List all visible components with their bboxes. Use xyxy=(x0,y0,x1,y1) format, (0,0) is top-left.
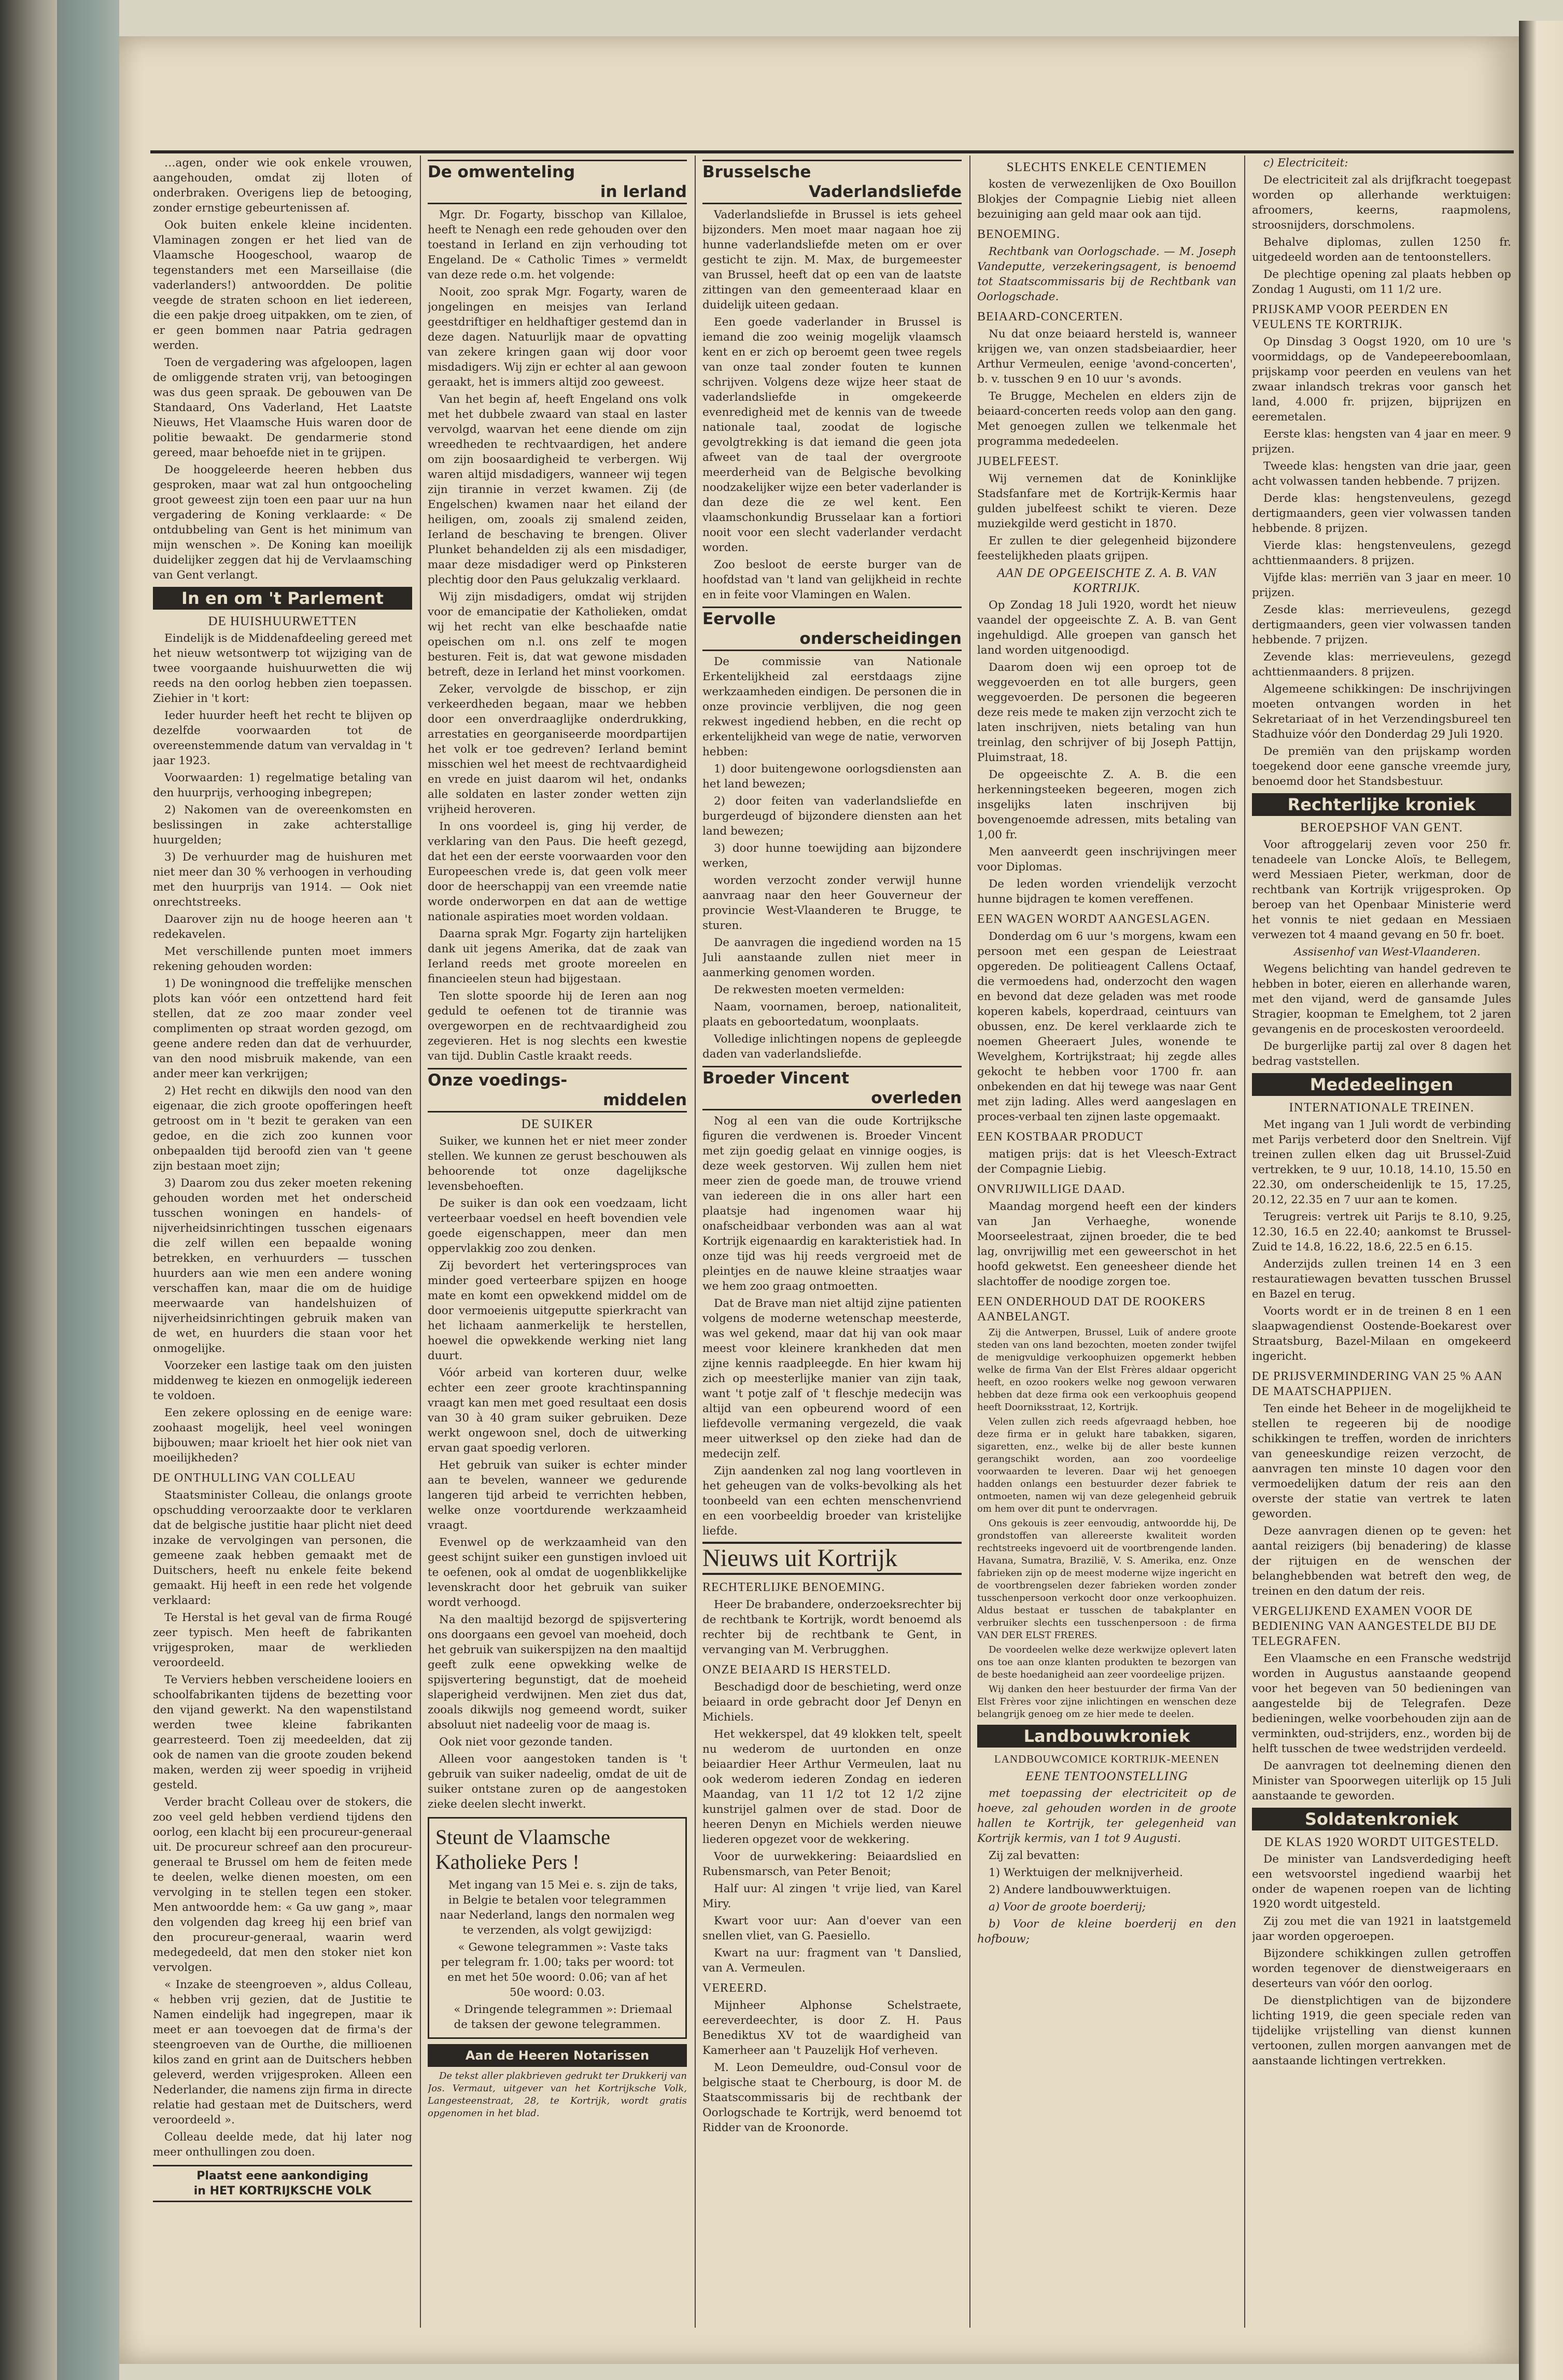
col5-paragraph: Bijzondere schikkingen zullen getroffen worden tegenover de dienstweigeraars en deserteurs van vóór den oorlog. xyxy=(1252,1947,1511,1990)
book-binding xyxy=(0,0,57,2380)
col4-paragraph: De leden worden vriendelijk verzocht hunne bijdragen te komen vereffenen. xyxy=(977,878,1236,906)
col3-paragraph: Volledige inlichtingen nopens de gepleegde daden van vaderlandsliefde. xyxy=(702,1033,962,1061)
col5-paragraph: Wegens belichting van handel gedreven te hebben in boter, eieren en allerhande waren, met den vijand, werd de gansamde Jules Stragier, koopman te Emelghem, tot 2 jaren gevangenis en de proceskosten veroordeeld. xyxy=(1252,963,1511,1036)
col3-paragraph: Naam, voornamen, beroep, nationaliteit, plaats en geboortedatum, woonplaats. xyxy=(702,1001,962,1029)
col5-paragraph: Zevende klas: merrieveulens, gezegd achttienmaanders. 8 prijzen. xyxy=(1252,651,1511,679)
section-header-rechterlijke: Rechterlijke kroniek xyxy=(1252,793,1511,816)
col1-paragraph: Voorzeker een lastige taak om den juisten middenweg te kiezen en onmogelijk iedereen te voldoen. xyxy=(153,1359,412,1402)
col2-paragraph: Vóór arbeid van korteren duur, welke echter een zeer groote krachtinspanning vraagt kan men met goed resultaat een dosis van 30 à 40 gram suiker gebruiken. Deze werkt ongewoon snel, doch de uitwerking ervan gaat spoedig verloren. xyxy=(428,1367,687,1455)
col5-paragraph: Assisenhof van West-Vlaanderen. xyxy=(1294,946,1481,959)
notice-paragraph: Met ingang van 15 Mei e. s. zijn de taks, in Belgie te betalen voor telegrammen naar Nederland, langs den normalen weg te verzenden, als volgt gewijzigd: xyxy=(440,1879,678,1937)
col4-paragraph: De opgeeischte Z. A. B. die een herkenningsteeken begeeren, mogen zich insgelijks laten inschrijven bij bovengenoemde adressen, mits betaling van 1,00 fr. xyxy=(977,768,1236,841)
col1-paragraph: Voorwaarden: 1) regelmatige betaling van den huurprijs, verhooging inbegrepen; xyxy=(153,771,412,799)
col3-paragraph: Het wekkerspel, dat 49 klokken telt, speelt nu wederom de uurtonden en onze beiaardier Heer Arthur Vermeulen, laat nu ook wederom iederen Zondag en iederen Maandag, van 11 1/2 tot 12 1/2 zijne kunstrijel galmen over de stad. Door de heeren Denyn en Michiels werden nieuwe liederen opgezet voor de wekkering. xyxy=(702,1728,962,1846)
section-header-soldaten: Soldatenkroniek xyxy=(1252,1808,1511,1830)
col5-paragraph: Ten einde het Beheer in de mogelijkheid te stellen te regeeren bij de noodige schikkingen te treffen, worden de inrichters van geneeskundige reizen verzocht, de aanvragen ten minste 10 dagen voor den vermoedelijken datum der reis aan den overste der statie van vertrek te laten geworden. xyxy=(1252,1402,1511,1520)
notice-paragraph: « Dringende telegrammen »: Driemaal de taksen der gewone telegrammen. xyxy=(454,2003,672,2031)
notice-paragraph: « Gewone telegrammen »: Vaste taks per telegram fr. 1.00; taks per woord: tot en met het 50e woord: 0.06; van af het 50e woord: 0.03. xyxy=(441,1941,674,1999)
col3-paragraph: Vaderlandsliefde in Brussel is iets geheel bijzonders. Men moet maar nagaan hoe zij hunne vaderlandsliefde meten om er over gesticht te zijn. M. Max, de burgemeester van Brussel, heeft dat op een van de laatste zittingen van den gemeenteraad klaar en duidelijk uiteen gedaan. xyxy=(702,208,962,312)
next-page-edge xyxy=(1519,21,1563,2380)
col2-paragraph: Ook niet voor gezonde tanden. xyxy=(439,1736,613,1749)
advert-line-1: Plaatst eene aankondiging xyxy=(196,2170,369,2182)
col4-paragraph: a) Voor de groote boerderij; xyxy=(989,1900,1146,1913)
col5-paragraph: Zij zou met die van 1921 in laatstgemeld jaar worden opgeroepen. xyxy=(1252,1915,1511,1943)
col1-paragraph: Met verschillende punten moet immers rekening gehouden worden: xyxy=(153,945,412,973)
col4-paragraph: Zij zal bevatten: xyxy=(989,1849,1080,1862)
col5-paragraph: Anderzijds zullen treinen 14 en 3 een restauratiewagen bevatten tusschen Brussel en Bazel en terug. xyxy=(1252,1258,1511,1301)
col1-paragraph: 3) Daarom zou dus zeker moeten rekening gehouden worden met het onderscheid tusschen woningen en handels- of nijverheidsinrichtingen tusschen eigenaars die zelf willen een bepaalde woning betrekken, en verhuurders — tusschen huurders aan wie men een andere woning verschaffen kan, maar die om de huidige meerwaarde van handelshuizen of nijverheidsinrichtingen gebruik maken van de wet, en huurders die staan voor het onmogelijke. xyxy=(153,1177,412,1355)
col3-paragraph: Voor de uurwekkering: Beiaardslied en Rubensmarsch, van Peter Benoit; xyxy=(702,1850,962,1878)
col2-paragraph: Evenwel op de werkzaamheid van den geest schijnt suiker een gunstigen invloed uit te oefenen, ook al omdat de uogenblikkelijke levenskracht door het gebruik van suiker wordt verhoogd. xyxy=(428,1536,687,1609)
col5-paragraph: Voor aftroggelarij zeven voor 250 fr. tenadeele van Loncke Aloïs, te Bellegem, werd Messiaen Pieter, werkman, door de rechtbank van Kortrijk vrijgesproken. Op beroep van het Openbaar Ministerie werd het vonnis te niet gedaan en Messiaen verwezen tot 4 maand gevang en 50 fr. boet. xyxy=(1252,838,1511,941)
col4-paragraph: Nu dat onze beiaard hersteld is, wanneer krijgen we, van onzen stadsbeiaardier, heer Arthur Vermeulen, eenige 'avond-concerten', b. v. tusschen 9 en 10 uur 's avonds. xyxy=(977,328,1236,386)
subheading-beroepshof: BEROEPSHOF VAN GENT. xyxy=(1300,821,1463,835)
subheading-tentoonstelling: EENE TENTOONSTELLING xyxy=(1025,1769,1188,1783)
col4-paragraph: Donderdag om 6 uur 's morgens, kwam een persoon met een gespan de Leiestraat opgereden. De politieagent Callens Octaaf, die vermoedens had, onderzocht den wagen en bevond dat deze geladen was met roode koperen kabels, koperdraad, ceintuurs van obussen, enz. De kerel verklaarde zich te noemen Gheeraert Jules, wonende te Wevelghem, Kortrijkstraat; hij zegde alles gekocht te hebben voor 1700 fr. aan onbekenden en dat hij tewege was naar Gent met zijn lading. Alles werd aangeslagen en proces-verbaal ten zijnen laste opgemaakt. xyxy=(977,930,1236,1123)
col2-paragraph: Na den maaltijd bezorgd de spijsvertering ons doorgaans een gevoel van moeheid, doch het gebruik van suikerspijzen na den maaltijd geeft zulk eene opwekking welke de spijsvertering begunstigt, dat de moeheid slaperigheid verdwijnen. Men ziet dus dat, zooals dikwijls nog gemeend wordt, suiker absoluut niet nadeelig voor de maag is. xyxy=(428,1613,687,1731)
header-line-b: overleden xyxy=(871,1089,962,1107)
col1-paragraph: « Inzake de steengroeven », aldus Colleau, « hebben vrij gezien, dat de Justitie te Namen eindelijk had ingegrepen, maar ik meet er aan toevoegen dat de firma's der steengroeven van de Ourthe, die millioenen kilos zand en grint aan de Duitschers hebben geleverd, werden vrijgesproken. Alleen een Nederlander, die namens zijn firma in directe relatie had gestaan met de Duitschers, werd veroordeeld ». xyxy=(153,1978,412,2126)
col5-paragraph: Behalve diplomas, zullen 1250 fr. uitgedeeld worden aan de tentoonstellers. xyxy=(1252,236,1511,264)
col2-paragraph: Ten slotte spoorde hij de Ieren aan nog geduld te oefenen tot de tirannie was overgeworpen en de rechtvaardigheid zou zegevieren. Het is nog slechts een kwestie van tijd. Dublin Castle kraakt reeds. xyxy=(428,990,687,1063)
col1-paragraph: Daarover zijn nu de hooge heeren aan 't redekavelen. xyxy=(153,913,412,941)
subheading-centiemen: SLECHTS ENKELE CENTIEMEN xyxy=(1006,160,1207,174)
subheading-prijskamp: PRIJSKAMP VOOR PEERDEN EN VEULENS TE KORTRIJK. xyxy=(1252,303,1449,331)
col2-paragraph: Wij zijn misdadigers, omdat wij strijden voor de emancipatie der Katholieken, omdat wij het recht van elke beschaafde natie opeischen om n.l. ons zelf te mogen besturen. Feit is, dat wat gewone misdaden betreft, deze in Ierland het minst voorkomen. xyxy=(428,590,687,679)
col3-paragraph: De aanvragen die ingediend worden na 15 Juli aanstaande zullen niet meer in aanmerking genomen worden. xyxy=(702,936,962,979)
col4-paragraph: Daarom doen wij een oproep tot de weggevoerden en tot alle burgers, geen weggevoerden. De personen die begeeren deze reis mede te maken zijn verzocht zich te laten inschrijven, niets betaling van hun treinlag, den schrijver of bij Joseph Pattijn, Pluimstraat, 18. xyxy=(977,661,1236,764)
col2-paragraph: Daarna sprak Mgr. Fogarty zijn hartelijken dank uit jegens Amerika, dat de zaak van Ierland reeds met groote moreelen en financieelen steun had bijgestaan. xyxy=(428,927,687,985)
subheading-examen: VERGELIJKEND EXAMEN VOOR DE BEDIENING VAN AANGESTELDE BIJ DE TELEGRAFEN. xyxy=(1252,1604,1497,1648)
col4-paragraph: Rechtbank van Oorlogschade. — M. Joseph Vandeputte, verzekeringsagent, is benoemd tot Staatscommissaris bij de Rechtbank van Oorlogschade. xyxy=(977,245,1236,303)
col2-paragraph: Het gebruik van suiker is echter minder aan te bevelen, wanneer we gedurende langeren tijd arbeid te verrichten hebben, welke onze voortdurende werkzaamheid vraagt. xyxy=(428,1459,687,1532)
column-rule xyxy=(969,156,970,2328)
subheading-prijsvermindering: DE PRIJSVERMINDERING VAN 25 % AAN DE MAATSCHAPPIJEN. xyxy=(1252,1370,1503,1398)
header-line-a: Broeder Vincent xyxy=(702,1069,849,1088)
col2-paragraph: In ons voordeel is, ging hij verder, de verklaring van den Paus. Die heeft gezegd, dat het een der eerste voorwaarden voor den Europeeschen vrede is, dat geen volk meer door de heerschappij van een vreemde natie worde onderworpen en dat aan de wettige nationale aspiraties moet worden voldaan. xyxy=(428,820,687,923)
col1-paragraph: 2) Het recht en dikwijls den nood van den eigenaar, die zich groote opofferingen heeft getroost om in 't bezit te geraken van een gedoe, en die zich zoo kunnen voor onbepaalden tijd beroofd zien van 't geene zijn bestaan moet zijn; xyxy=(153,1085,412,1173)
col2-paragraph: Alleen voor aangestoken tanden is 't gebruik van suiker nadeelig, omdat de uit de suiker ontstane zuren op de aangestoken zieke deelen slecht inwerkt. xyxy=(428,1753,687,1811)
col2-paragraph: Zij bevordert het verteringsproces van minder goed verteerbare spijzen en hooge mate en komt een opwekkend middel om de door vermoeienis uitgeputte spierkracht van het lichaam aanmerkelijk te herstellen, hoewel die opwekkende werking niet lang duurt. xyxy=(428,1259,687,1362)
col4-paragraph: matigen prijs: dat is het Vleesch-Extract der Compagnie Liebig. xyxy=(977,1148,1236,1176)
col5-paragraph: Vijfde klas: merriën van 3 jaar en meer. 10 prijzen. xyxy=(1252,571,1511,599)
header-line-b: onderscheidingen xyxy=(799,629,962,648)
section-title-kortrijk: Nieuws uit Kortrijk xyxy=(702,1542,962,1575)
col2-paragraph: Mgr. Dr. Fogarty, bisschop van Killaloe, heeft te Nenagh een rede gehouden over den toestand in Ierland en zijn verhouding tot Engeland. De « Catholic Times » vermeldt van deze rede o.m. het volgende: xyxy=(428,208,687,281)
col2-paragraph: Nooit, zoo sprak Mgr. Fogarty, waren de jongelingen en meisjes van Ierland geestdriftiger en heldhaftiger gestemd dan in deze dagen. Natuurlijk maar de opvatting van zekere kringen gaan wij door voor misdadigers. Wij zijn er echter al aan gewoon geraakt, het is immers altijd zoo geweest. xyxy=(428,286,687,389)
header-line-a: Eervolle xyxy=(702,610,776,628)
col5-paragraph: Eerste klas: hengsten van 4 jaar en meer. 9 prijzen. xyxy=(1252,428,1511,456)
section-header-onderscheidingen xyxy=(702,607,962,651)
col4-paragraph: b) Voor de kleine boerderij en den hofbouw; xyxy=(977,1918,1236,1946)
notaries-header: Aan de Heeren Notarissen xyxy=(428,2044,687,2067)
header-line-b: in Ierland xyxy=(600,182,687,201)
subheading-zab: AAN DE OPGEEISCHTE Z. A. B. VAN KORTRIJK. xyxy=(997,566,1217,595)
col4-paragraph: Wij danken den heer bestuurder der firma Van der Elst Frères voor zijne inlichtingen en wenschen deze belangrijk genoeg om ze hier mede te deelen. xyxy=(977,1684,1236,1720)
subheading-comice: LANDBOUWCOMICE KORTRIJK-MEENEN xyxy=(994,1753,1220,1765)
notice-title: Steunt de Vlaamsche Katholieke Pers ! xyxy=(435,1825,610,1874)
col4-paragraph: Er zullen te dier gelegenheid bijzondere feestelijkheden plaats grijpen. xyxy=(977,534,1236,562)
col5-paragraph: De premiën van den prijskamp worden toegekend door eene gansche vreemde jury, benoemd door het Standsbestuur. xyxy=(1252,745,1511,788)
header-line-a: Onze voedings- xyxy=(428,1071,568,1090)
col3-paragraph: 3) door hunne toewijding aan bijzondere werken, xyxy=(702,842,962,870)
col3-paragraph: Heer De brabandere, onderzoeksrechter bij de rechtbank te Kortrijk, wordt benoemd als rechter bij de rechtbank te Gent, in vervanging van M. Verbrugghen. xyxy=(702,1598,962,1656)
col5-paragraph: Vierde klas: hengstenveulens, gezegd achttienmaanders. 8 prijzen. xyxy=(1252,539,1511,567)
col5-paragraph: Deze aanvragen dienen op te geven: het aantal reizigers (bij benadering) de klasse der rijtuigen en de wenschen der belanghebbenden wat betreft den weg, de treinen en den datum der reis. xyxy=(1252,1525,1511,1598)
section-header-broeder-vincent xyxy=(702,1066,962,1110)
col2-paragraph: Van het begin af, heeft Engeland ons volk met het dubbele zwaard van staal en laster vervolgd, waarvan het eene diende om zijn wreedheden te rechtvaardigen, het andere om zijn boosaardigheid te verbergen. Wij waren altijd misdadigers, wanneer wij tegen zijn tirannie in verzet kwamen. Zij (de Engelschen) kwamen naar het eiland der heiligen, om, zooals zij smalend zeiden, Ierland de beschaving te brengen. Oliver Plunket behandelden zij als een misdadiger, maar deze misdadiger werd op Pinksteren plechtig door den Paus gelukzalig verklaard. xyxy=(428,393,687,586)
col3-paragraph: De rekwesten moeten vermelden: xyxy=(714,983,905,996)
col5-paragraph: Terugreis: vertrek uit Parijs te 8.10, 9.25, 12.30, 16.5 en 22.40; aankomst te Brussel-Zuid te 14.8, 16.22, 18.6, 22.5 en 6.15. xyxy=(1252,1210,1511,1254)
col3-paragraph: Half uur: Al zingen 't vrije lied, van Karel Miry. xyxy=(702,1882,962,1910)
subheading-suiker: DE SUIKER xyxy=(521,1117,594,1131)
section-header-voedingsmiddelen xyxy=(428,1068,687,1112)
subheading-daad: ONVRIJWILLIGE DAAD. xyxy=(977,1182,1125,1196)
header-line-b: Vaderlandsliefde xyxy=(809,182,962,201)
col3-paragraph: Kwart na uur: fragment van 't Danslied, van A. Vermeulen. xyxy=(702,1947,962,1975)
col1-paragraph: 1) De woningnood die treffelijke menschen plots kan vóór een ontzettend hard feit stellen, dat ze zoo maar zonder veel complimenten op straat worden gezogd, om geene andere reden dan dat de verhuurder, van den nood misbruik makende, van een ander meer kan verkrijgen; xyxy=(153,977,412,1080)
header-line-b: middelen xyxy=(602,1091,687,1109)
col1-paragraph: 3) De verhuurder mag de huishuren met niet meer dan 30 % verhoogen in verhouding met den huurprijs van 1914. — Ook niet onrechtstreeks. xyxy=(153,851,412,909)
col5-paragraph: Een Vlaamsche en een Fransche wedstrijd worden in Augustus aanstaande geopend voor het begeven van 50 bedieningen van aangestelde bij de Telegrafen. Deze bedieningen, welke voorbehouden zijn aan de verminkten, oud-strijders, enz., worden bij de helft tusschen de twee wedstrijden verdeeld. xyxy=(1252,1652,1511,1755)
column-3 xyxy=(702,156,962,2322)
section-header-mededeelingen: Mededeelingen xyxy=(1252,1073,1511,1096)
column-rule xyxy=(1244,156,1245,2328)
col3-paragraph: Nog al een van die oude Kortrijksche figuren die verdwenen is. Broeder Vincent met zijn goedig gelaat en vinnige oogjes, is deze week gestorven. Wij zullen hem niet meer zien de goede man, de trouwe vriend van iedereen die in ons aller hart een plaatsje had ingenomen waar hij onafscheidbaar verbonden was aan al wat Kortrijk eigenaardig en karakteristiek had. In onze tijd was hij reeds vergroeid met de pleintjes en de nauwe kleine straatjes waar we hem zoo graag ontmoetten. xyxy=(702,1115,962,1293)
col3-paragraph: Beschadigd door de beschieting, werd onze beiaard in orde gebracht door Jef Denyn en Michiels. xyxy=(702,1681,962,1724)
col5-paragraph: De dienstplichtigen van de bijzondere lichting 1919, die geen speciale reden van tijdelijke vrijstelling van dienst kunnen vertoonen, zullen morgen aanvangen met de aanstaande lichtingen vertrekken. xyxy=(1252,1994,1511,2067)
col5-paragraph: Tweede klas: hengsten van drie jaar, geen acht volwassen tanden hebbende. 7 prijzen. xyxy=(1252,460,1511,488)
col5-paragraph: De burgerlijke partij zal over 8 dagen het bedrag vaststellen. xyxy=(1252,1040,1511,1068)
col1-paragraph: Een zekere oplossing en de eenige ware: zoohaast mogelijk, heel veel woningen bijbouwen; maar krioelt het hier ook niet van moeilijkheden? xyxy=(153,1406,412,1464)
col1-paragraph: 2) Nakomen van de overeenkomsten en beslissingen in zake achterstallige huurgelden; xyxy=(153,804,412,847)
section-header-ierland xyxy=(428,160,687,204)
col4-paragraph: Te Brugge, Mechelen en elders zijn de beiaard-concerten reeds volop aan den gang. Met genoegen zullen we telkenmale het programma mededeelen. xyxy=(977,390,1236,448)
advert-line-2: in HET KORTRIJKSCHE VOLK xyxy=(193,2185,372,2198)
col4-paragraph: Velen zullen zich reeds afgevraagd hebben, hoe deze firma er in gelukt hare tabakken, sigaren, sigaretten, enz., welke bij de aller beste kunnen gerangschikt worden, aan zoo voordeelige voorwaarden te leveren. Daar wij het genoegen hadden onlangs een bestuurder dezer fabriek te ontmoeten, namen wij van deze gelegenheid gebruik om hem over dit punt te ondervragen. xyxy=(977,1416,1236,1514)
col4-paragraph: Zij die Antwerpen, Brussel, Luik of andere groote steden van ons land bezochten, moeten zonder twijfel de menigvuldige verkoophuizen opgemerkt hebben welke de firma Van der Elst Frères aldaar opgericht heeft, en ozoo rookers welke nog gewoon verwaren hebben dat deze firma ook een verkoophuis geopend heeft Doorniksstraat, 12, Kortrijk. xyxy=(977,1327,1236,1413)
subheading-vereerd: VEREERD. xyxy=(702,1981,767,1995)
col3-paragraph: M. Leon Demeuldre, oud-Consul voor de belgische staat te Cherbourg, is door M. de Staatscommissaris bij de rechtbank der Oorlogschade te Kortrijk, werd benoemd tot Ridder van de Kroonorde. xyxy=(702,2061,962,2134)
column-1 xyxy=(153,156,412,2322)
top-rule xyxy=(150,150,1514,153)
header-line-a: Brusselsche xyxy=(702,163,811,181)
subheading-rookers: EEN ONDERHOUD DAT DE ROOKERS AANBELANGT. xyxy=(977,1295,1206,1323)
col1-paragraph: Verder bracht Colleau over de stokers, die zoo veel geld hebben verdiend tijdens den oorlog, een klacht bij een procureur-generaal uit. De procureur schreef aan den procureur-generaal te Brussel om hem de feiten mede te deelen, welke dienen moesten, om een vervolging in te stellen tegen een stoker. Men antwoordde hem: « Ga uw gang », maar den volgenden dag kreeg hij een brief van den procureur-generaal, waarin werd medegedeeld, dat men den stoker niet kon vervolgen. xyxy=(153,1796,412,1974)
col3-paragraph: worden verzocht zonder verwijl hunne aanvraag naar den heer Gouverneur der provincie West-Vlaanderen te Brugge, te sturen. xyxy=(702,874,962,932)
col3-paragraph: Dat de Brave man niet altijd zijne patienten volgens de moderne wetenschap meesterde, was wel gekend, maar dat hij van ook maar meest voor kleinere krankheden dat men zijne kennis raadpleegde. En hier kwam hij zich op meesterlijke manier van zijn taak, want 't potje zalf of 't fleschje medecijn was altijd van een opbeurend woord of een liefdevolle vermaning vergezeld, die vaak meer uitwerksel op den zieke had dan de medecijn zelf. xyxy=(702,1297,962,1460)
col4-paragraph: Ons gekouis is zeer eenvoudig, antwoordde hij, De grondstoffen van allereerste kwaliteit worden rechtstreeks ingevoerd uit de voortbrengende landen. Havana, Sumatra, Brazilië, V. S. Amerika, enz. Onze fabrieken zijn op de meest moderne wijze ingericht en de voortbrengselen dezer fabrieken worden zonder tusschenpersoon verkocht door onze verkoophuizen. Aldus bestaat er tusschen de tabakplanter en verbruiker slechts een tusschenpersoon : de firma VAN DER ELST FRERES. xyxy=(977,1518,1236,1641)
col1-paragraph: …agen, onder wie ook enkele vrouwen, aangehouden, omdat zij lloten of onderbraken. Overigens liep de betooging, zonder ernstige gebeurtenissen af. xyxy=(153,157,412,215)
col4-paragraph: met toepassing der electriciteit op de hoeve, zal gehouden worden in de groote hallen te Kortrijk, ter gelegenheid van Kortrijk kermis, van 1 tot 9 Augusti. xyxy=(977,1787,1236,1845)
col1-paragraph: Te Herstal is het geval van de firma Rougé zeer typisch. Men heeft de fabrikanten vrijgesproken, maar de werklieden veroordeeld. xyxy=(153,1611,412,1669)
subheading-benoeming: RECHTERLIJKE BENOEMING. xyxy=(702,1581,885,1594)
col5-paragraph: c) Electriciteit: xyxy=(1263,157,1348,170)
col4-paragraph: Maandag morgend heeft een der kinders van Jan Verhaeghe, wonende Moorseelestraat, zijnen broeder, die te bed lag, onvrijwillig met een geweerschot in het hoofd gekwetst. Een geneesheer diende het slachtoffer de noodige zorgen toe. xyxy=(977,1200,1236,1288)
advert-band xyxy=(153,2165,412,2202)
col1-paragraph: Eindelijk is de Middenafdeeling gereed met het nieuw wetsontwerp tot wijziging van de twee voorgaande huishuurwetten die wij reeds na den oorlog hebben zien toepassen. Ziehier in 't kort: xyxy=(153,632,412,705)
col1-paragraph: Toen de vergadering was afgeloopen, lagen de omliggende straten vrij, van betoogingen was dus geen spraak. De gebouwen van De Standaard, Ons Vaderland, Het Laatste Nieuws, Het Vlaamsche Huis waren door de politie bewaakt. De gendarmerie stond gereed, maar behoefde niet in te grijpen. xyxy=(153,356,412,459)
col5-paragraph: Algemeene schikkingen: De inschrijvingen moeten ontvangen worden in het Sekretariaat of in het Verzendingsbureel ten Stadhuize vóór den Donderdag 29 Juli 1920. xyxy=(1252,683,1511,741)
col3-paragraph: De commissie van Nationale Erkentelijkheid zal eerstdaags zijne werkzaamheden eindigen. De personen die in onze provincie verblijven, die nog geen rekwest ingediend hebben, en die recht op erkentelijkheid van wege de natie, verworven hebben: xyxy=(702,655,962,758)
subheading-huishuurwetten: DE HUISHUURWETTEN xyxy=(208,614,357,628)
col2-paragraph: Suiker, we kunnen het er niet meer zonder stellen. We kunnen ze gerust beschouwen als behoorende tot onze dagelijksche levensbehoeften. xyxy=(428,1135,687,1193)
notaries-text: De tekst aller plakbrieven gedrukt ter Drukkerij van Jos. Vermaut, uitgever van het Kortrijksche Volk, Langesteenstraat, 28, te Kortrijk, wordt gratis opgenomen in het blad. xyxy=(428,2071,687,2119)
col1-paragraph: Ieder huurder heeft het recht te blijven op dezelfde voorwaarden tot de overeenstemmende datum van vervaldag in 't jaar 1923. xyxy=(153,709,412,767)
col3-paragraph: Kwart voor uur: Aan d'oever van een snellen vliet, van G. Paesiello. xyxy=(702,1914,962,1942)
subheading-beiaard: ONZE BEIAARD IS HERSTELD. xyxy=(702,1663,891,1677)
col5-paragraph: De electriciteit zal als drijfkracht toegepast worden op allerhande werktuigen: afroomers, keerns, raapmolens, stroosnijders, dorschmolens. xyxy=(1252,174,1511,232)
section-header-landbouw: Landbouwkroniek xyxy=(977,1725,1236,1748)
subheading-jubelfeest: JUBELFEEST. xyxy=(977,455,1059,468)
col4-paragraph: kosten de verwezenlijken de Oxo Bouillon Blokjes der Compagnie Liebig niet alleen bezuiniging aan geld maar ook aan tijd. xyxy=(977,178,1236,221)
col3-paragraph: Een goede vaderlander in Brussel is iemand die zoo weinig mogelijk vlaamsch kent en er zich op beroemt geen twee regels van onze taal zonder fouten te kunnen schrijven. Volgens deze wijze heer staat de vaderlandsliefde in omgekeerde evenredigheid met de kennis van de tweede nationale taal, zoodat de logische gevolgtrekking is dat iemand die geen jota afweet van de taal der overgroote meerderheid van de Belgische bevolking noodzakelijker wijze een beter vaderlander is dan deze die ze wel kent. Een vlaamschonkundig Brusselaar kan a fortiori nooit voor een slecht vaderlander verdacht worden. xyxy=(702,316,962,554)
col3-paragraph: Mijnheer Alphonse Schelstraete, eereverdeechter, is door Z. H. Paus Benediktus XV tot de waardigheid van Kamerheer aan 't Pauzelijk Hof verheven. xyxy=(702,1999,962,2057)
subheading-klas-1920: DE KLAS 1920 WORDT UITGESTELD. xyxy=(1264,1835,1499,1849)
subheading-benoeming: BENOEMING. xyxy=(977,228,1060,241)
col1-paragraph: Te Verviers hebben verscheidene looiers en schoolfabrikanten tijdens de bezetting voor den vijand gewerkt. Na den wapenstilstand werden twee kleine fabrikanten gearresteerd. Toen zij meedeelden, dat zij ook de namen van die groote zouden bekend maken, werden zij weer spoedig in vrijheid gesteld. xyxy=(153,1673,412,1792)
col3-paragraph: Zijn aandenken zal nog lang voortleven in het geheugen van de volks-bevolking als het toonbeeld van een echten menschenvriend en een voorbeeldig broeder van kristelijke liefde. xyxy=(702,1464,962,1538)
col5-paragraph: Op Dinsdag 3 Oogst 1920, om 10 ure 's voormiddags, op de Vandepeereboomlaan, prijskamp voor peerden en veulens van het zwaar inlandsch trekras voor gansch het land, 4.000 fr. prijzen, bijprijzen en eeremetalen. xyxy=(1252,335,1511,424)
header-line-a: De omwenteling xyxy=(428,163,575,181)
column-rule xyxy=(695,156,696,2328)
col4-paragraph: 1) Werktuigen der melknijverheid. xyxy=(989,1866,1184,1879)
notice-box-katholieke-pers xyxy=(428,1817,687,2039)
subheading-kostbaar-product: EEN KOSTBAAR PRODUCT xyxy=(977,1130,1144,1144)
col5-paragraph: Zesde klas: merrieveulens, gezegd dertigmaanders, geen vier volwassen tanden hebbende. 7 prijzen. xyxy=(1252,603,1511,646)
subheading-colleau: DE ONTHULLING VAN COLLEAU xyxy=(153,1471,356,1485)
column-rule xyxy=(420,156,421,2328)
col4-paragraph: De voordeelen welke deze werkwijze oplevert laten ons toe aan onze klanten produkten te bezorgen van de beste hoedanigheid aan zeer voordeelige prijzen. xyxy=(977,1644,1236,1680)
section-header-parlement: In en om 't Parlement xyxy=(153,587,412,610)
col5-paragraph: Met ingang van 1 Juli wordt de verbinding met Parijs verbeterd door den Sneltrein. Vijf treinen zullen elken dag uit Brussel-Zuid vertrekken, te 9 uur, 10.18, 14.10, 15.50 en 22.30, om onderscheidenlijk te 15, 17.25, 20.12, 22.35 en 7 uur aan te komen. xyxy=(1252,1118,1511,1206)
col2-paragraph: Zeker, vervolgde de bisschop, er zijn verkeerdheden begaan, maar we hebben door een onverdraaglijke onderdrukking, arrestaties en georganiseerde moordpartijen het volk er toe gedreven? Ierland bemint misschien wel het meest de rechtvaardigheid en vrede en juist daarom wil het, ondanks alle soldaten en laster zonder wetten zijn vrijheid heroveren. xyxy=(428,683,687,816)
col3-paragraph: 1) door buitengewone oorlogsdiensten aan het land bewezen; xyxy=(702,763,962,791)
section-header-vaderlandsliefde xyxy=(702,160,962,204)
col4-paragraph: Men aanveerdt geen inschrijvingen meer voor Diplomas. xyxy=(977,846,1236,874)
subheading-wagen: EEN WAGEN WORDT AANGESLAGEN. xyxy=(977,912,1210,926)
col4-paragraph: Wij vernemen dat de Koninklijke Stadsfanfare met de Kortrijk-Kermis haar gulden jubelfeest schikt te vieren. Deze muziekgilde werd gesticht in 1870. xyxy=(977,472,1236,530)
col2-paragraph: De suiker is dan ook een voedzaam, licht verteerbaar voedsel en heeft bovendien vele goede eigenschappen, meer dan men oppervlakkig zoo zou denken. xyxy=(428,1197,687,1255)
subheading-beiaard-concerten: BEIAARD-CONCERTEN. xyxy=(977,310,1123,323)
binding-board xyxy=(57,0,119,2380)
col3-paragraph: 2) door feiten van vaderlandsliefde en burgerdeugd of bijzondere diensten aan het land bewezen; xyxy=(702,795,962,838)
col1-paragraph: Colleau deelde mede, dat hij later nog meer onthullingen zou doen. xyxy=(153,2131,412,2159)
col5-paragraph: Derde klas: hengstenveulens, gezegd dertigmaanders, geen vier volwassen tanden hebbende. 8 prijzen. xyxy=(1252,492,1511,535)
col1-paragraph: Ook buiten enkele kleine incidenten. Vlaminagen zongen er het lied van de Vlaamsche Hoogeschool, waarop de tegenstanders met een Marseillaise (die vaderlanders!) antwoordden. De politie veegde de straten schoon en liet iedereen, die een pakje droeg uitpakken, om te zien, of er geen bommen naar Patria gedragen werden. xyxy=(153,219,412,352)
col5-paragraph: Voorts wordt er in de treinen 8 en 1 een slaapwagendienst Oostende-Boekarest over Straatsburg, Bazel-Milaan en omgekeerd ingericht. xyxy=(1252,1305,1511,1363)
column-4 xyxy=(977,156,1236,2322)
column-2 xyxy=(428,156,687,2322)
col5-paragraph: De aanvragen tot deelneming dienen den Minister van Spoorwegen uiterlijk op 15 Juli aanstaande te geworden. xyxy=(1252,1759,1511,1802)
col1-paragraph: De hooggeleerde heeren hebben dus gesproken, maar wat zal hun ontgoocheling groot geweest zijn toen een paar uur na hun vergadering de Koning verklaarde: « De ontdubbeling van Gent is het minimum van mijn wenschen ». De Koning kan moeilijk duidelijker zeggen dat hij de Vervlaamsching van Gent verlangt. xyxy=(153,463,412,582)
col4-paragraph: Op Zondag 18 Juli 1920, wordt het nieuw vaandel der opgeeischte Z. A. B. van Gent ingehuldigd. Alle groepen van gansch het land worden uitgenoodigd. xyxy=(977,599,1236,657)
col5-paragraph: De plechtige opening zal plaats hebben op Zondag 1 Augusti, om 11 1/2 ure. xyxy=(1252,268,1511,296)
col5-paragraph: De minister van Landsverdediging heeft een wetsvoorstel ingediend waarbij het onder de wapenen roepen van de lichting 1920 wordt uitgesteld. xyxy=(1252,1853,1511,1911)
col1-paragraph: Staatsminister Colleau, die onlangs groote opschudding veroorzaakte door te verklaren dat de belgische justitie haar plicht niet deed inzake de vervolgingen van personen, die gemeene zaak hebben gemaakt met de Duitschers, heeft nu enkele feite bekend gemaakt. Hij heeft in een rede het volgende verklaard: xyxy=(153,1489,412,1607)
column-5 xyxy=(1252,156,1511,2322)
col4-paragraph: 2) Andere landbouwwerktuigen. xyxy=(989,1883,1171,1896)
subheading-treinen: INTERNATIONALE TREINEN. xyxy=(1289,1101,1474,1115)
col3-paragraph: Zoo besloot de eerste burger van de hoofdstad van 't land van gelijkheid in rechte en in feite voor Vlamingen en Walen. xyxy=(702,558,962,601)
